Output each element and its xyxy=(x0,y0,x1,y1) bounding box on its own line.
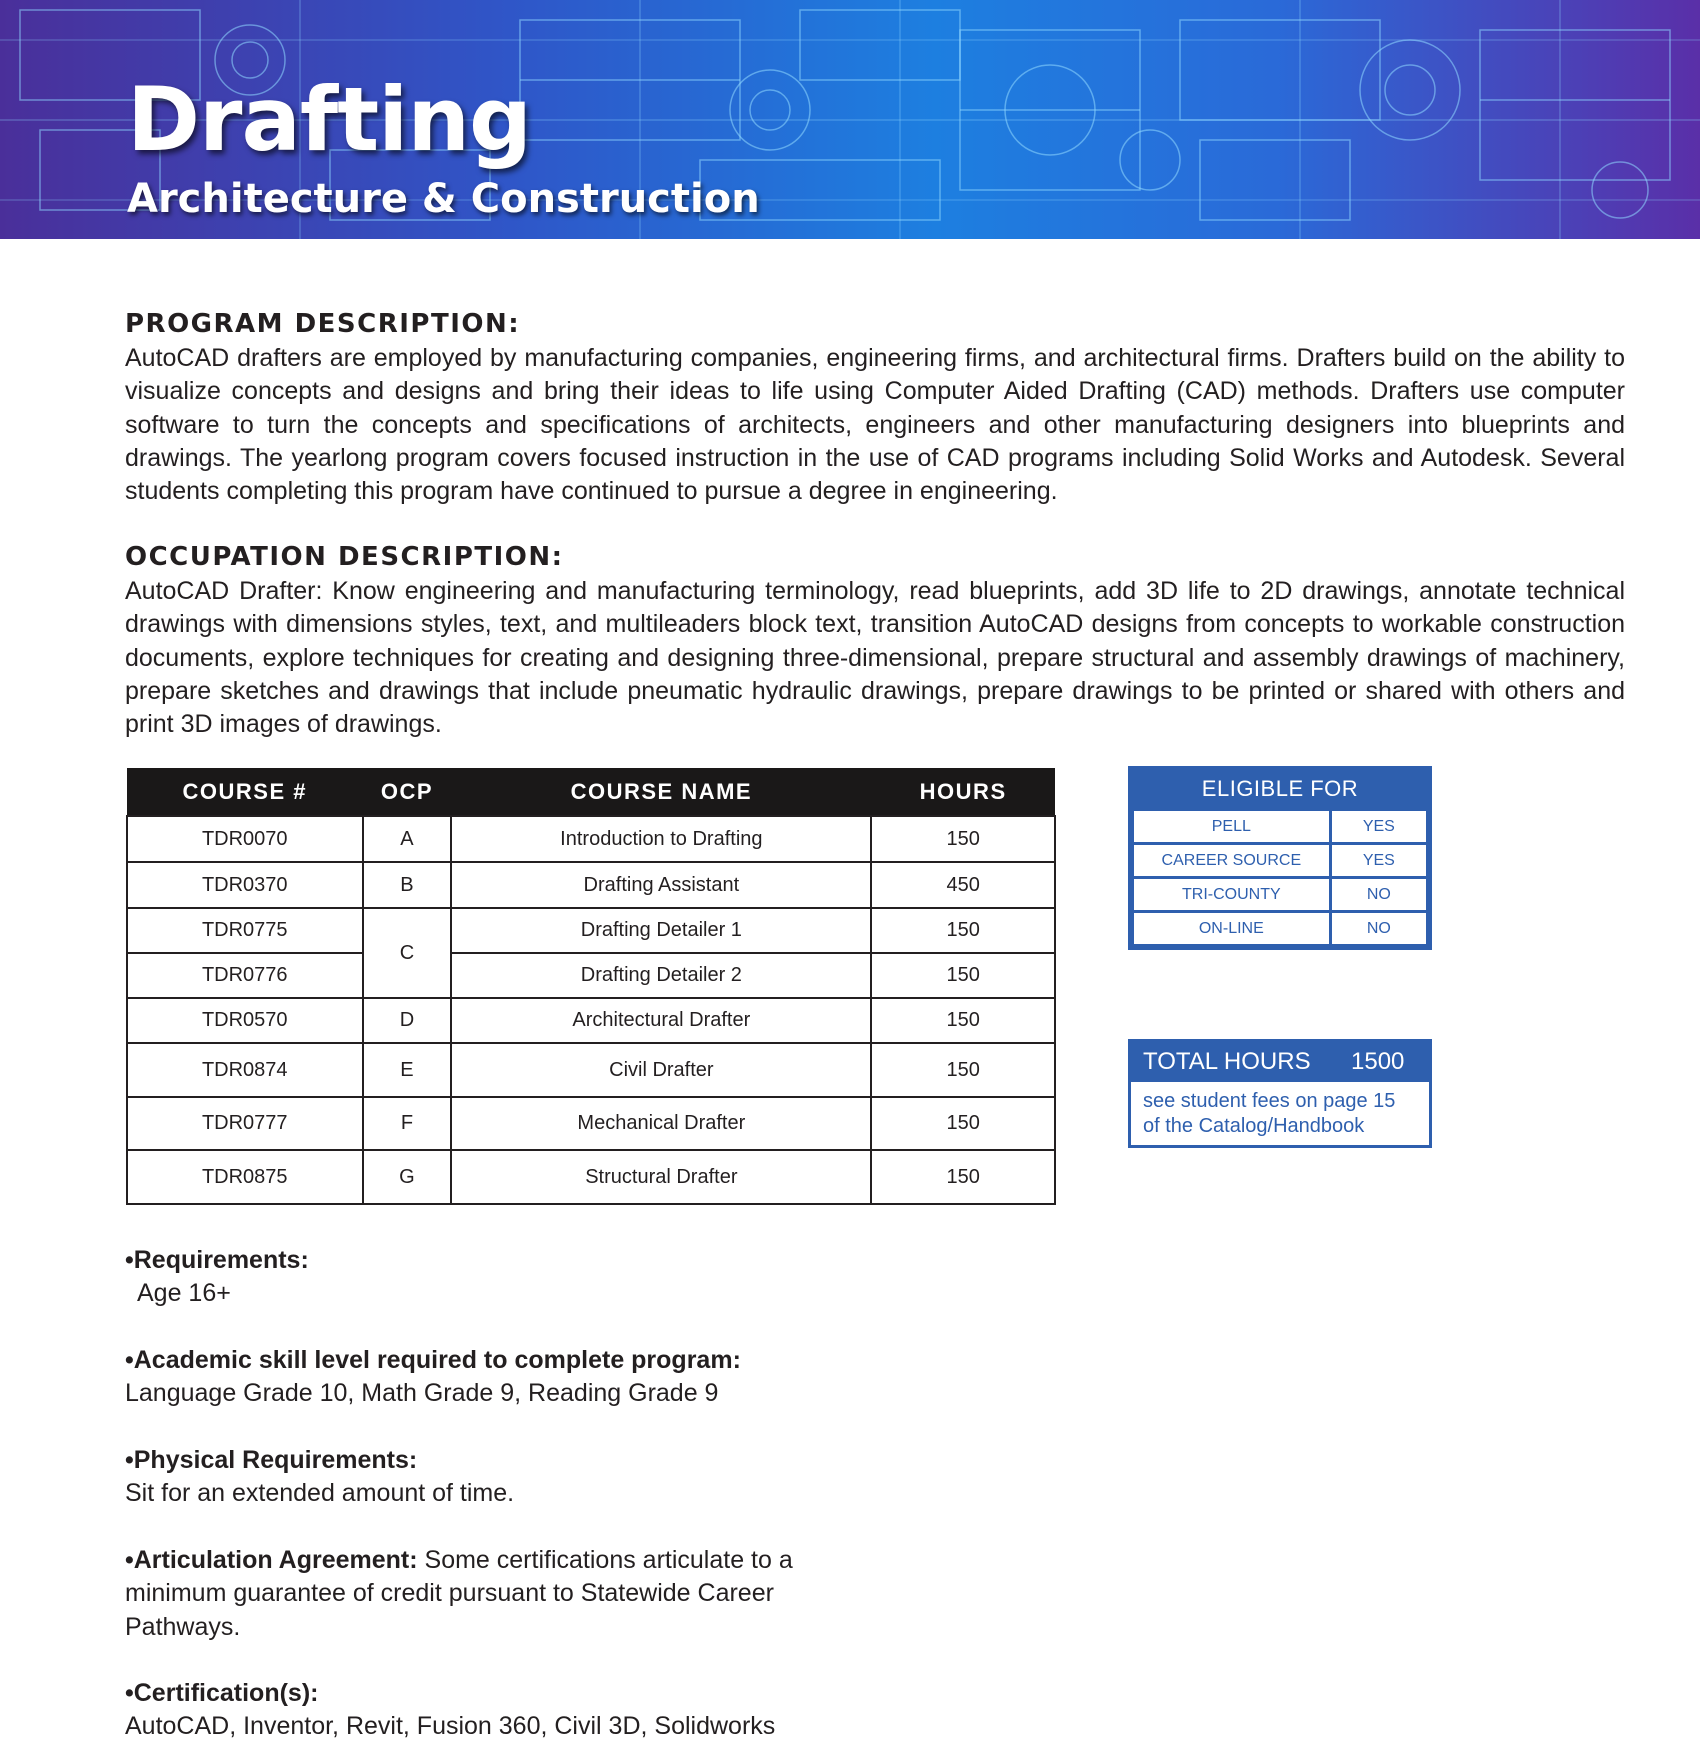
header-banner xyxy=(0,0,1700,239)
eligible-value: YES xyxy=(1330,810,1427,844)
table-row xyxy=(127,1043,1055,1097)
academic-label: •Academic skill level required to complete program: xyxy=(125,1346,741,1374)
certification-section xyxy=(125,1677,775,1744)
course-table-header xyxy=(127,768,1055,816)
course-name: Architectural Drafter xyxy=(451,998,871,1043)
course-name: Introduction to Drafting xyxy=(451,816,871,862)
table-row xyxy=(127,953,1055,998)
certification-text: AutoCAD, Inventor, Revit, Fusion 360, Civil 3D, Solidworks xyxy=(125,1712,776,1741)
page-subtitle: Architecture & Construction xyxy=(127,176,760,222)
table-row xyxy=(127,998,1055,1043)
eligible-value: NO xyxy=(1330,878,1427,912)
total-hours-value: 1500 xyxy=(1351,1048,1405,1075)
total-hours-label: TOTAL HOURS xyxy=(1143,1048,1311,1075)
articulation-text: Some certifications articulate to a minimum guarantee of credit pursuant to Statewide Career Pathways. xyxy=(125,1546,793,1641)
eligible-row xyxy=(1133,844,1428,878)
eligible-row xyxy=(1133,810,1428,844)
table-row xyxy=(127,816,1055,862)
eligible-for-heading: ELIGIBLE FOR xyxy=(1201,776,1359,801)
course-number: TDR0070 xyxy=(127,816,363,862)
course-hours: 150 xyxy=(871,1150,1055,1204)
certification-label: •Certification(s): xyxy=(125,1679,319,1707)
eligible-for-table xyxy=(1131,808,1429,947)
ocp-code: D xyxy=(363,998,452,1043)
column-header-course-number: COURSE # xyxy=(127,768,363,816)
occupation-description-text: AutoCAD Drafter: Know engineering and manufacturing terminology, read blueprints, add 3D life to 2D drawings, annotate technical drawings with dimensions styles, text, and multileaders block text, transition AutoCAD designs from concepts to workable construction documents, explore techniques for creating and designing three-dimensional, prepare structural and assembly drawings of machinery, prepare sketches and drawings that include pneumatic hydraulic drawings, prepare drawings to be printed or shared with others and print 3D images of drawings. xyxy=(125,577,1625,739)
articulation-section xyxy=(125,1544,845,1644)
ocp-code: G xyxy=(363,1150,452,1204)
ocp-code: E xyxy=(363,1043,452,1097)
physical-text: Sit for an extended amount of time. xyxy=(125,1479,515,1508)
course-name: Drafting Detailer 2 xyxy=(451,953,871,998)
course-hours: 150 xyxy=(871,908,1055,953)
course-hours: 450 xyxy=(871,862,1055,908)
physical-label: •Physical Requirements: xyxy=(125,1446,418,1474)
course-number: TDR0370 xyxy=(127,862,363,908)
course-number: TDR0874 xyxy=(127,1043,363,1097)
column-header-course-name: COURSE NAME xyxy=(451,768,871,816)
course-hours: 150 xyxy=(871,816,1055,862)
ocp-code: A xyxy=(363,816,452,862)
ocp-code: F xyxy=(363,1097,452,1150)
course-table xyxy=(126,768,1056,1205)
course-name: Drafting Detailer 1 xyxy=(451,908,871,953)
table-row xyxy=(127,1150,1055,1204)
eligible-row xyxy=(1133,912,1428,946)
total-hours-box xyxy=(1128,1039,1432,1148)
eligible-row xyxy=(1133,878,1428,912)
course-name: Structural Drafter xyxy=(451,1150,871,1204)
requirements-label: •Requirements: xyxy=(125,1246,309,1274)
course-hours: 150 xyxy=(871,1043,1055,1097)
occupation-description-heading: OCCUPATION DESCRIPTION: xyxy=(125,542,564,572)
eligible-label: ON-LINE xyxy=(1133,912,1331,946)
academic-section xyxy=(125,1344,741,1411)
course-name: Drafting Assistant xyxy=(451,862,871,908)
course-number: TDR0776 xyxy=(127,953,363,998)
eligible-label: CAREER SOURCE xyxy=(1133,844,1331,878)
eligible-label: TRI-COUNTY xyxy=(1133,878,1331,912)
column-header-hours: HOURS xyxy=(871,768,1055,816)
eligible-value: YES xyxy=(1330,844,1427,878)
physical-section xyxy=(125,1444,514,1511)
course-number: TDR0777 xyxy=(127,1097,363,1150)
ocp-code: C xyxy=(363,908,452,998)
program-description-text: AutoCAD drafters are employed by manufacturing companies, engineering firms, and architectural firms. Drafters build on the ability to visualize concepts and designs and bring their ideas to life using Computer Aided Drafting (CAD) methods. Drafters use computer software to turn the concepts and specifications of architects, engineers and other manufacturing designers into blueprints and drawings. The yearlong program covers focused instruction in the use of CAD programs including Solid Works and Autodesk. Several students completing this program have continued to pursue a degree in engineering. xyxy=(125,344,1625,506)
academic-text: Language Grade 10, Math Grade 9, Reading Grade 9 xyxy=(125,1379,719,1408)
course-hours: 150 xyxy=(871,953,1055,998)
table-row xyxy=(127,908,1055,953)
articulation-label: •Articulation Agreement: xyxy=(125,1546,418,1574)
course-hours: 150 xyxy=(871,998,1055,1043)
course-name: Mechanical Drafter xyxy=(451,1097,871,1150)
column-header-ocp: OCP xyxy=(363,768,452,816)
eligible-for-box xyxy=(1128,766,1432,950)
total-hours-header xyxy=(1131,1042,1429,1082)
requirements-section xyxy=(125,1244,309,1311)
course-name: Civil Drafter xyxy=(451,1043,871,1097)
table-row xyxy=(127,1097,1055,1150)
table-row xyxy=(127,862,1055,908)
course-number: TDR0775 xyxy=(127,908,363,953)
ocp-code: B xyxy=(363,862,452,908)
eligible-label: PELL xyxy=(1133,810,1331,844)
program-description-heading: PROGRAM DESCRIPTION: xyxy=(125,309,521,339)
page-title: Drafting xyxy=(127,68,531,171)
course-number: TDR0570 xyxy=(127,998,363,1043)
eligible-value: NO xyxy=(1330,912,1427,946)
course-hours: 150 xyxy=(871,1097,1055,1150)
student-fees-note: see student fees on page 15 of the Catalog/Handbook xyxy=(1143,1090,1396,1137)
requirements-text: Age 16+ xyxy=(137,1279,231,1308)
course-number: TDR0875 xyxy=(127,1150,363,1204)
